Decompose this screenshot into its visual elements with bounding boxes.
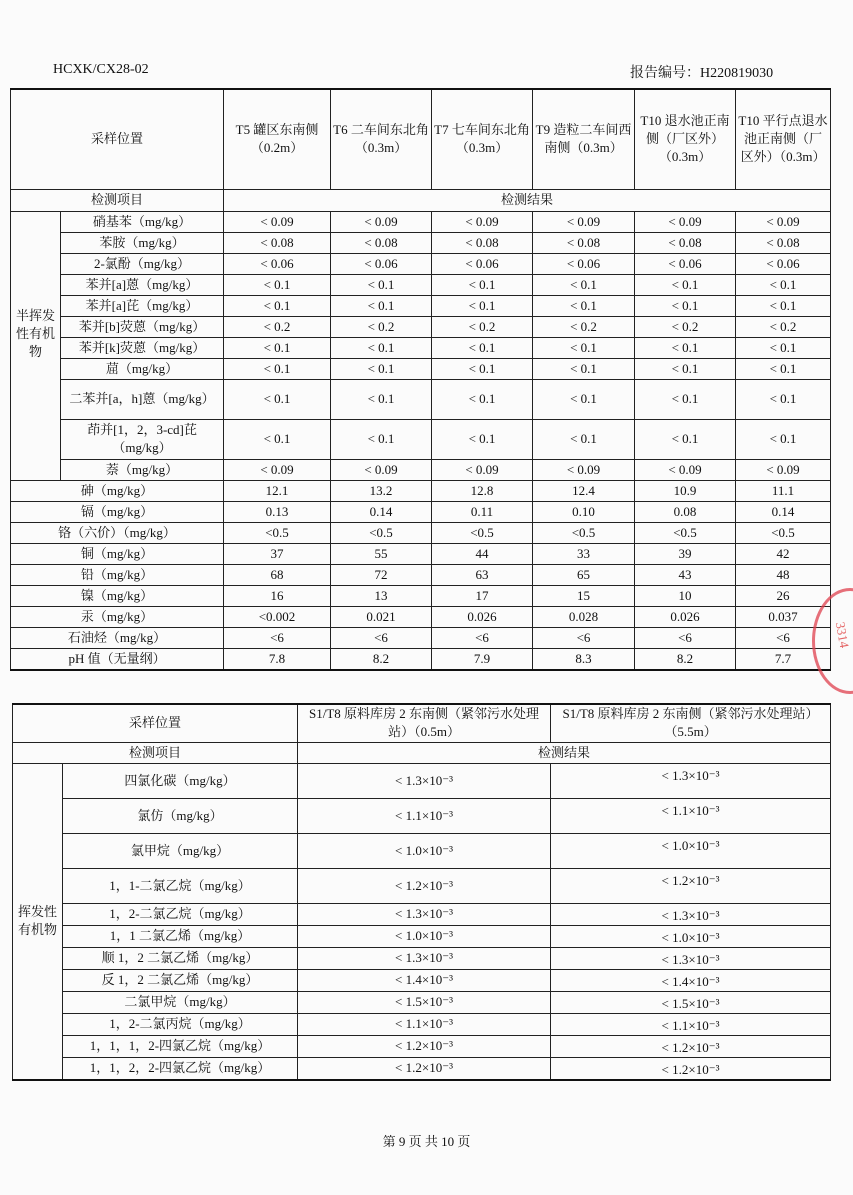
cell-value: < 0.06 xyxy=(432,253,533,274)
cell-value: 17 xyxy=(432,585,533,606)
cell-value: < 0.1 xyxy=(432,379,533,419)
item-name: 镉（mg/kg） xyxy=(11,501,224,522)
cell-value: < 1.3×10⁻³ xyxy=(551,947,831,969)
table-row xyxy=(11,648,831,670)
cell-value: < 0.08 xyxy=(635,232,736,253)
cell-value: 8.3 xyxy=(533,648,635,670)
stamp-text: 3314 xyxy=(832,620,853,650)
cell-value: < 0.08 xyxy=(432,232,533,253)
cell-value: < 0.1 xyxy=(533,274,635,295)
cell-value: < 1.2×10⁻³ xyxy=(298,1035,551,1057)
cell-value: < 1.3×10⁻³ xyxy=(298,903,551,925)
cell-value: < 1.0×10⁻³ xyxy=(298,925,551,947)
cell-value: < 1.2×10⁻³ xyxy=(298,1057,551,1080)
cell-value: < 0.2 xyxy=(331,316,432,337)
cell-value: 0.08 xyxy=(635,501,736,522)
report-number: 报告编号：H220819030 xyxy=(630,66,774,81)
cell-value: 7.8 xyxy=(224,648,331,670)
cell-value: < 1.1×10⁻³ xyxy=(298,1013,551,1035)
cell-value: <0.5 xyxy=(736,522,831,543)
cell-value: < 0.1 xyxy=(331,419,432,459)
cell-value: < 0.1 xyxy=(736,358,831,379)
cell-value: < 0.1 xyxy=(331,379,432,419)
item-name: 铬（六价）（mg/kg） xyxy=(11,522,224,543)
table-row xyxy=(11,543,831,564)
cell-value: < 0.1 xyxy=(736,419,831,459)
item-name: 二氯甲烷（mg/kg） xyxy=(63,991,298,1013)
location-4: T10 退水池正南侧（厂区外）（0.3m） xyxy=(635,89,736,189)
table-row xyxy=(11,316,831,337)
cell-value: < 0.1 xyxy=(432,295,533,316)
location-header-row xyxy=(11,89,831,189)
cell-value: < 0.1 xyxy=(224,419,331,459)
cell-value: < 1.5×10⁻³ xyxy=(551,991,831,1013)
cell-value: 0.13 xyxy=(224,501,331,522)
location-header-row xyxy=(13,704,831,742)
cell-value: <0.5 xyxy=(533,522,635,543)
table-row xyxy=(11,564,831,585)
item-name: 苯并[b]荧蒽（mg/kg） xyxy=(61,316,224,337)
cell-value: 13 xyxy=(331,585,432,606)
cell-value: 12.8 xyxy=(432,480,533,501)
cell-value: < 0.06 xyxy=(533,253,635,274)
cell-value: < 0.09 xyxy=(331,211,432,232)
cell-value: < 1.3×10⁻³ xyxy=(298,763,551,798)
cell-value: 0.021 xyxy=(331,606,432,627)
item-name: 顺 1，2 二氯乙烯（mg/kg） xyxy=(63,947,298,969)
cell-value: < 0.1 xyxy=(533,379,635,419)
location-0: T5 罐区东南侧（0.2m） xyxy=(224,89,331,189)
cell-value: < 0.1 xyxy=(224,274,331,295)
page-footer: 第 9 页 共 10 页 xyxy=(382,1134,471,1149)
location-1: S1/T8 原料库房 2 东南侧（紧邻污水处理站）（5.5m） xyxy=(551,704,831,742)
item-name: 反 1，2 二氯乙烯（mg/kg） xyxy=(63,969,298,991)
cell-value: < 0.09 xyxy=(736,459,831,480)
cell-value: 44 xyxy=(432,543,533,564)
table-row xyxy=(11,274,831,295)
group-label: 挥发性有机物 xyxy=(13,763,63,1080)
item-header-row xyxy=(13,742,831,763)
item-header: 检测项目 xyxy=(13,742,298,763)
table-row xyxy=(13,925,831,947)
table-row xyxy=(13,1035,831,1057)
cell-value: < 0.1 xyxy=(432,358,533,379)
cell-value: <6 xyxy=(331,627,432,648)
cell-value: 7.9 xyxy=(432,648,533,670)
cell-value: < 1.4×10⁻³ xyxy=(551,969,831,991)
table-row xyxy=(11,358,831,379)
cell-value: < 0.09 xyxy=(533,459,635,480)
item-name: 1，2-二氯乙烷（mg/kg） xyxy=(63,903,298,925)
table-row xyxy=(13,868,831,903)
cell-value: < 0.08 xyxy=(736,232,831,253)
item-name: 苯胺（mg/kg） xyxy=(61,232,224,253)
cell-value: 8.2 xyxy=(331,648,432,670)
cell-value: < 1.4×10⁻³ xyxy=(298,969,551,991)
table-row xyxy=(11,627,831,648)
cell-value: < 0.1 xyxy=(331,337,432,358)
cell-value: < 0.08 xyxy=(331,232,432,253)
cell-value: < 0.09 xyxy=(432,211,533,232)
cell-value: < 0.1 xyxy=(432,337,533,358)
cell-value: 0.037 xyxy=(736,606,831,627)
item-name: 1，2-二氯丙烷（mg/kg） xyxy=(63,1013,298,1035)
location-2: T7 七车间东北角（0.3m） xyxy=(432,89,533,189)
table-row xyxy=(11,480,831,501)
cell-value: < 0.1 xyxy=(331,274,432,295)
item-name: 氯甲烷（mg/kg） xyxy=(63,833,298,868)
table-row xyxy=(13,1013,831,1035)
cell-value: < 0.1 xyxy=(533,337,635,358)
cell-value: < 0.1 xyxy=(736,379,831,419)
cell-value: 15 xyxy=(533,585,635,606)
cell-value: < 0.2 xyxy=(736,316,831,337)
item-name: 四氯化碳（mg/kg） xyxy=(63,763,298,798)
cell-value: 12.4 xyxy=(533,480,635,501)
result-header: 检测结果 xyxy=(298,742,831,763)
form-code: HCXK/CX28-02 xyxy=(53,62,149,77)
cell-value: 10.9 xyxy=(635,480,736,501)
cell-value: < 0.1 xyxy=(432,274,533,295)
cell-value: < 1.3×10⁻³ xyxy=(551,903,831,925)
table-row xyxy=(11,295,831,316)
cell-value: < 0.2 xyxy=(224,316,331,337)
cell-value: < 0.06 xyxy=(736,253,831,274)
item-name: 汞（mg/kg） xyxy=(11,606,224,627)
cell-value: 0.11 xyxy=(432,501,533,522)
group-label: 半挥发性有机物 xyxy=(11,211,61,480)
cell-value: 0.10 xyxy=(533,501,635,522)
item-name: 茚并[1，2，3-cd]芘（mg/kg） xyxy=(61,419,224,459)
cell-value: <0.5 xyxy=(224,522,331,543)
cell-value: 11.1 xyxy=(736,480,831,501)
location-5: T10 平行点退水池正南侧（厂区外）（0.3m） xyxy=(736,89,831,189)
cell-value: < 0.09 xyxy=(736,211,831,232)
cell-value: <6 xyxy=(736,627,831,648)
cell-value: 16 xyxy=(224,585,331,606)
cell-value: < 1.5×10⁻³ xyxy=(298,991,551,1013)
cell-value: < 0.1 xyxy=(224,337,331,358)
soil-results-table xyxy=(10,88,831,671)
cell-value: < 0.09 xyxy=(331,459,432,480)
table-row xyxy=(11,585,831,606)
cell-value: 13.2 xyxy=(331,480,432,501)
cell-value: 8.2 xyxy=(635,648,736,670)
cell-value: < 0.1 xyxy=(635,419,736,459)
location-1: T6 二车间东北角（0.3m） xyxy=(331,89,432,189)
location-header: 采样位置 xyxy=(13,704,298,742)
item-name: 石油烃（mg/kg） xyxy=(11,627,224,648)
cell-value: 48 xyxy=(736,564,831,585)
cell-value: < 0.1 xyxy=(224,379,331,419)
table-row xyxy=(11,337,831,358)
cell-value: < 0.1 xyxy=(331,295,432,316)
item-name: 铜（mg/kg） xyxy=(11,543,224,564)
item-header: 检测项目 xyxy=(11,189,224,211)
cell-value: < 1.2×10⁻³ xyxy=(551,1057,831,1080)
cell-value: < 0.1 xyxy=(635,295,736,316)
table-row xyxy=(11,522,831,543)
cell-value: < 0.06 xyxy=(224,253,331,274)
cell-value: 0.028 xyxy=(533,606,635,627)
table-row xyxy=(13,947,831,969)
item-name: 䓛（mg/kg） xyxy=(61,358,224,379)
cell-value: < 0.1 xyxy=(736,295,831,316)
cell-value: < 1.0×10⁻³ xyxy=(551,833,831,868)
location-0: S1/T8 原料库房 2 东南侧（紧邻污水处理站）（0.5m） xyxy=(298,704,551,742)
item-name: 镍（mg/kg） xyxy=(11,585,224,606)
result-header: 检测结果 xyxy=(224,189,831,211)
cell-value: < 0.1 xyxy=(635,358,736,379)
cell-value: < 0.2 xyxy=(533,316,635,337)
cell-value: 68 xyxy=(224,564,331,585)
table-row xyxy=(13,1057,831,1080)
item-name: 硝基苯（mg/kg） xyxy=(61,211,224,232)
cell-value: 7.7 xyxy=(736,648,831,670)
cell-value: 0.14 xyxy=(736,501,831,522)
table-row xyxy=(13,798,831,833)
item-name: 氯仿（mg/kg） xyxy=(63,798,298,833)
cell-value: < 0.2 xyxy=(432,316,533,337)
cell-value: < 0.09 xyxy=(224,459,331,480)
cell-value: < 0.1 xyxy=(533,295,635,316)
table-row xyxy=(11,501,831,522)
item-name: 1，1，1，2-四氯乙烷（mg/kg） xyxy=(63,1035,298,1057)
cell-value: 0.026 xyxy=(432,606,533,627)
cell-value: 43 xyxy=(635,564,736,585)
cell-value: < 0.1 xyxy=(635,379,736,419)
table-row xyxy=(13,763,831,798)
cell-value: 39 xyxy=(635,543,736,564)
table-row xyxy=(13,833,831,868)
location-3: T9 造粒二车间西南侧（0.3m） xyxy=(533,89,635,189)
cell-value: 37 xyxy=(224,543,331,564)
cell-value: <6 xyxy=(533,627,635,648)
cell-value: < 1.2×10⁻³ xyxy=(551,868,831,903)
cell-value: <0.5 xyxy=(331,522,432,543)
location-header: 采样位置 xyxy=(11,89,224,189)
item-header-row xyxy=(11,189,831,211)
table-row xyxy=(11,253,831,274)
cell-value: 55 xyxy=(331,543,432,564)
cell-value: <0.5 xyxy=(432,522,533,543)
cell-value: < 0.1 xyxy=(224,295,331,316)
table-row xyxy=(11,459,831,480)
item-name: 1，1-二氯乙烷（mg/kg） xyxy=(63,868,298,903)
cell-value: < 0.06 xyxy=(635,253,736,274)
cell-value: 26 xyxy=(736,585,831,606)
cell-value: <0.5 xyxy=(635,522,736,543)
cell-value: < 0.1 xyxy=(533,358,635,379)
cell-value: < 0.08 xyxy=(224,232,331,253)
cell-value: 0.14 xyxy=(331,501,432,522)
cell-value: < 0.09 xyxy=(635,211,736,232)
cell-value: < 0.06 xyxy=(331,253,432,274)
cell-value: < 0.1 xyxy=(533,419,635,459)
cell-value: 65 xyxy=(533,564,635,585)
cell-value: <6 xyxy=(432,627,533,648)
cell-value: 10 xyxy=(635,585,736,606)
item-name: 苯并[a]芘（mg/kg） xyxy=(61,295,224,316)
table-row xyxy=(11,379,831,419)
item-name: 2-氯酚（mg/kg） xyxy=(61,253,224,274)
table-row xyxy=(11,419,831,459)
cell-value: < 0.1 xyxy=(224,358,331,379)
voc-results-table xyxy=(12,703,831,1081)
item-name: 1，1，2，2-四氯乙烷（mg/kg） xyxy=(63,1057,298,1080)
cell-value: < 1.3×10⁻³ xyxy=(298,947,551,969)
table-row xyxy=(11,606,831,627)
item-name: 铅（mg/kg） xyxy=(11,564,224,585)
item-name: 萘（mg/kg） xyxy=(61,459,224,480)
cell-value: < 0.1 xyxy=(635,274,736,295)
cell-value: < 1.2×10⁻³ xyxy=(551,1035,831,1057)
cell-value: < 0.09 xyxy=(432,459,533,480)
item-name: 苯并[k]荧蒽（mg/kg） xyxy=(61,337,224,358)
table-row xyxy=(13,903,831,925)
cell-value: < 0.1 xyxy=(736,337,831,358)
cell-value: < 0.1 xyxy=(432,419,533,459)
cell-value: < 0.2 xyxy=(635,316,736,337)
cell-value: 33 xyxy=(533,543,635,564)
item-name: 二苯并[a，h]蒽（mg/kg） xyxy=(61,379,224,419)
cell-value: <0.002 xyxy=(224,606,331,627)
cell-value: < 1.1×10⁻³ xyxy=(551,798,831,833)
cell-value: < 1.1×10⁻³ xyxy=(551,1013,831,1035)
item-name: pH 值（无量纲） xyxy=(11,648,224,670)
cell-value: < 0.09 xyxy=(635,459,736,480)
cell-value: 63 xyxy=(432,564,533,585)
item-name: 1，1 二氯乙烯（mg/kg） xyxy=(63,925,298,947)
cell-value: < 1.1×10⁻³ xyxy=(298,798,551,833)
cell-value: < 0.08 xyxy=(533,232,635,253)
item-name: 砷（mg/kg） xyxy=(11,480,224,501)
table-row xyxy=(11,211,831,232)
table-row xyxy=(13,991,831,1013)
cell-value: < 0.09 xyxy=(533,211,635,232)
cell-value: < 0.1 xyxy=(736,274,831,295)
item-name: 苯并[a]蒽（mg/kg） xyxy=(61,274,224,295)
table-row xyxy=(11,232,831,253)
cell-value: < 0.09 xyxy=(224,211,331,232)
cell-value: < 0.1 xyxy=(331,358,432,379)
cell-value: < 1.3×10⁻³ xyxy=(551,763,831,798)
cell-value: <6 xyxy=(635,627,736,648)
cell-value: 72 xyxy=(331,564,432,585)
cell-value: < 1.0×10⁻³ xyxy=(551,925,831,947)
cell-value: 0.026 xyxy=(635,606,736,627)
cell-value: < 1.0×10⁻³ xyxy=(298,833,551,868)
cell-value: < 1.2×10⁻³ xyxy=(298,868,551,903)
cell-value: < 0.1 xyxy=(635,337,736,358)
cell-value: 12.1 xyxy=(224,480,331,501)
cell-value: <6 xyxy=(224,627,331,648)
table-row xyxy=(13,969,831,991)
cell-value: 42 xyxy=(736,543,831,564)
